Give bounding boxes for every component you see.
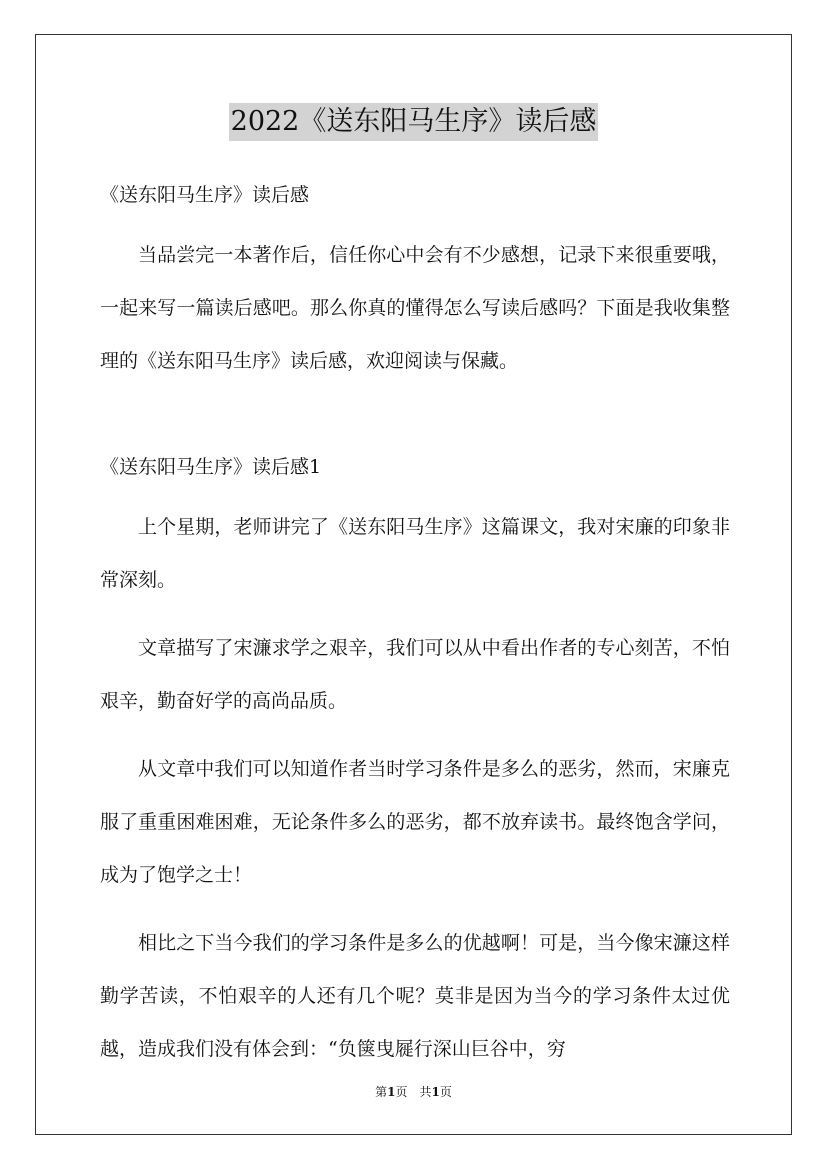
footer-current-page: 1 xyxy=(387,1085,396,1099)
section1-paragraph-3: 从文章中我们可以知道作者当时学习条件是多么的恶劣，然而，宋廉克服了重重困难困难，无论条件多么的恶劣，都不放弃读书。最终饱含学问，成为了饱学之士！ xyxy=(100,758,730,886)
section1-paragraph-1: 上个星期，老师讲完了《送东阳马生序》这篇课文，我对宋廉的印象非常深刻。 xyxy=(100,516,730,591)
section1-paragraph-4: 相比之下当今我们的学习条件是多么的优越啊！可是，当今像宋濂这样勤学苦读，不怕艰辛的人还有几个呢？莫非是因为当今的学习条件太过优越，造成我们没有体会到：“负箧曳屣行深山巨谷中，穷 xyxy=(100,932,730,1060)
footer-total-pages: 1 xyxy=(431,1085,440,1099)
document-body xyxy=(100,176,730,1076)
document-title: 2022《送东阳马生序》读后感 xyxy=(229,103,599,141)
footer-suffix: 页 xyxy=(439,1085,452,1099)
footer-mid: 页 共 xyxy=(395,1085,432,1099)
page-footer xyxy=(0,1084,827,1100)
section1-heading: 《送东阳马生序》读后感1 xyxy=(100,456,322,478)
section1-paragraph-2: 文章描写了宋濂求学之艰辛，我们可以从中看出作者的专心刻苦，不怕艰辛，勤奋好学的高尚品质。 xyxy=(100,637,730,712)
footer-prefix: 第 xyxy=(375,1085,388,1099)
section-spacer xyxy=(100,388,730,448)
intro-paragraph: 当品尝完一本著作后，信任你心中会有不少感想，记录下来很重要哦，一起来写一篇读后感吧。那么你真的懂得怎么写读后感吗？下面是我收集整理的《送东阳马生序》读后感，欢迎阅读与保藏。 xyxy=(100,244,730,372)
intro-heading: 《送东阳马生序》读后感 xyxy=(100,184,310,206)
title-container xyxy=(0,103,827,141)
